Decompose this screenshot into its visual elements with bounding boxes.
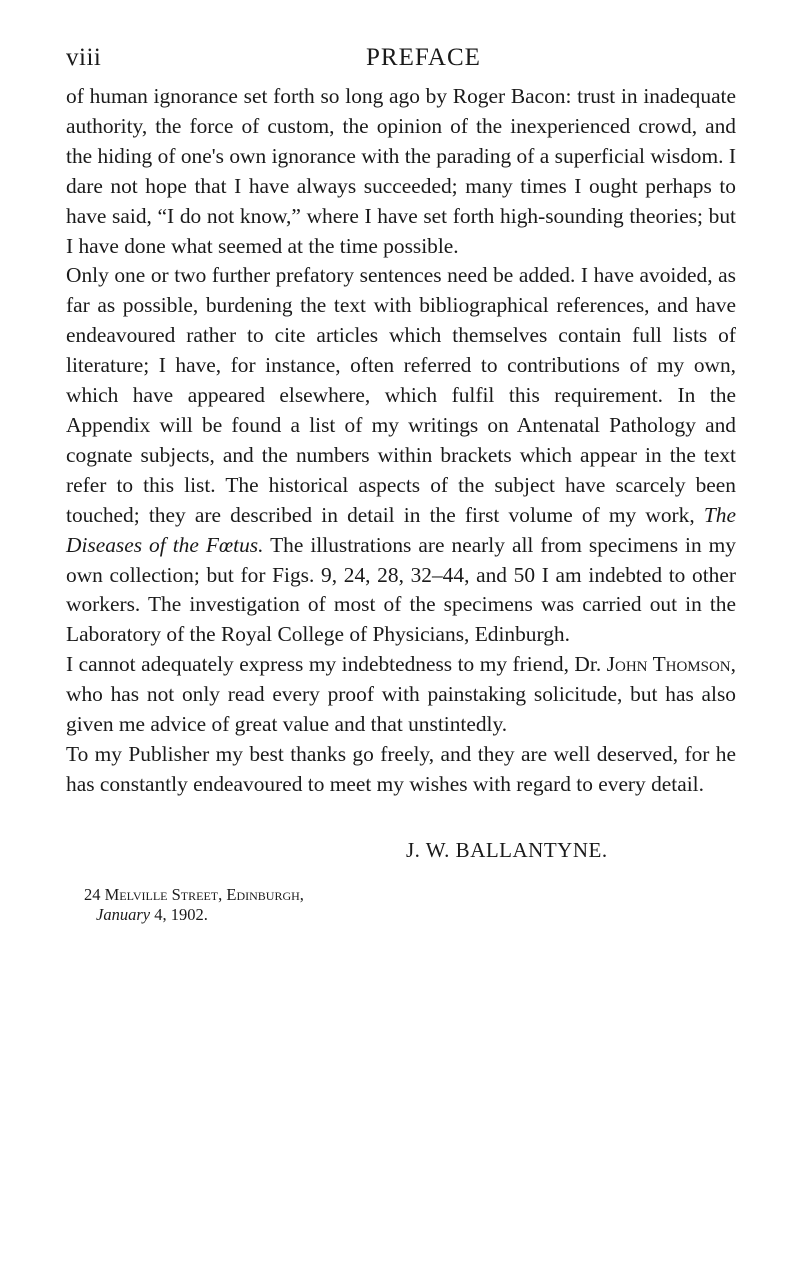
book-title: The Diseases of the Fœtus.: [66, 502, 736, 557]
paragraph-2: [66, 261, 736, 650]
paragraph-2-part-b: The illustrations are nearly all from specimens in my own collection; but for Figs. 9, 24, 28, 32–44, and 50 I am indebted to other workers. The investigation of most of the specimens was carried out in the Laboratory of the Royal College of Physicians, Edinburgh.: [66, 532, 736, 647]
paragraph-3-part-a: I cannot adequately express my indebtedness to my friend, Dr.: [66, 652, 602, 677]
date-month: January: [96, 905, 151, 924]
author-signature: J. W. BALLANTYNE.: [406, 838, 608, 862]
body-text: [66, 82, 737, 924]
paragraph-1: of human ignorance set forth so long ago by Roger Bacon: trust in inadequate authority, the force of custom, the opinion of the inexperienced crowd, and the hiding of one's own ignorance with the parading of a superficial wisdom. I dare not hope that I have always succeeded; many times I ought perhaps to have said, “I do not know,” where I have set forth high-sounding theories; but I have done what seemed at the time possible.: [66, 84, 736, 258]
street-address: 24 Melville Street, Edinburgh,: [84, 885, 304, 904]
paragraph-4: To my Publisher my best thanks go freely, and they are well deserved, for he has constantly endeavoured to meet my wishes with regard to every detail.: [66, 741, 736, 796]
address-block: [84, 885, 304, 925]
running-header: [66, 44, 736, 76]
person-name: John Thomson: [606, 652, 731, 677]
page-number: viii: [66, 44, 102, 71]
paragraph-3-part-b: , who has not only read every proof with painstaking solicitude, but has also given me advice of great value and that unstintedly.: [66, 652, 737, 737]
running-title: PREFACE: [366, 44, 481, 71]
date-rest: 4, 1902.: [154, 905, 208, 924]
paragraph-2-part-a: Only one or two further prefatory sentences need be added. I have avoided, as far as possible, burdening the text with bibliographical references, and have endeavoured rather to cite articles which themselves contain full lists of literature; I have, for instance, often referred to contributions of my own, which have appeared elsewhere, which fulfil this requirement. In the Appendix will be found a list of my writings on Antenatal Pathology and cognate subjects, and the numbers within brackets which appear in the text refer to this list. The historical aspects of the subject have scarcely been touched; they are described in detail in the first volume of my work,: [66, 263, 736, 527]
paragraph-3: [66, 650, 736, 740]
date-line: [84, 905, 304, 925]
